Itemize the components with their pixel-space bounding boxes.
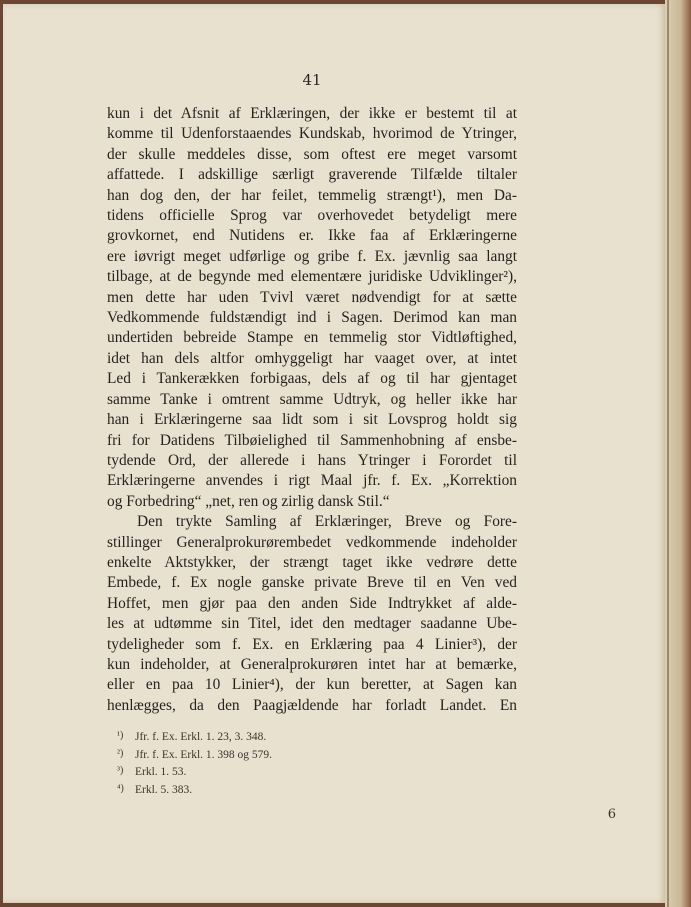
footnote-text: Jfr. f. Ex. Erkl. 1. 398 og 579. — [135, 748, 273, 761]
text-line: tydende Ord, der allerede i hans Ytringer i Forordet til — [107, 451, 517, 469]
footnotes — [117, 728, 417, 798]
text-line: Erklæringerne anvendes i rigt Maal jfr. f. Ex. „Korrektion — [107, 472, 517, 490]
text-line: idet han dels altfor omhyggeligt har vaaget over, at intet — [107, 349, 517, 367]
footnote-text: Erkl. 1. 53. — [135, 766, 187, 779]
text-line: undertiden bebreide Stampe en temmelig stor Vidtløftighed, — [107, 329, 517, 347]
text-line: men dette har uden Tvivl været nødvendigt for at sætte — [107, 288, 517, 306]
text-line: affattede. I adskillige særligt graverende Tilfælde tiltaler — [107, 166, 517, 184]
text-line: og Forbedring“ „net, ren og zirlig dansk Stil.“ — [107, 492, 390, 510]
text-line: Embede, f. Ex nogle ganske private Breve til en Ven ved — [107, 574, 517, 592]
text-line: enkelte Aktstykker, der strængt taget ikke vedrøre dette — [107, 553, 517, 571]
signature-number: 6 — [607, 807, 616, 822]
footnote-mark: ³) — [117, 765, 124, 777]
text-line: grovkornet, end Nutidens er. Ikke faa af Erklæringerne — [107, 227, 517, 245]
text-line: kun i det Afsnit af Erklæringen, der ikke er bestemt til at — [107, 105, 517, 122]
footnote — [117, 763, 417, 781]
text-line: tilbage, at de begynde med elementære juridiske Udviklinger²), — [107, 268, 517, 286]
page-edge-line — [667, 0, 669, 907]
page-number: 41 — [302, 71, 322, 89]
body-text — [107, 104, 517, 716]
text-line: stillinger Generalprokurørembedet vedkommende indeholder — [107, 533, 517, 551]
text-line: eller en paa 10 Linier⁴), der kun beretter, at Sagen kan — [107, 676, 517, 694]
text-line: komme til Udenforstaaendes Kundskab, hvorimod de Ytringer, — [107, 125, 517, 143]
text-line: tydeligheder som f. Ex. en Erklæring paa 4 Linier³), der — [107, 635, 517, 653]
text-line: han i Erklæringerne saa lidt som i sit Lovsprog holdt sig — [107, 411, 517, 429]
text-line: Den trykte Samling af Erklæringer, Breve og Fore- — [137, 513, 517, 531]
text-line: fri for Datidens Tilbøielighed til Sammenhobning af ensbe- — [107, 431, 517, 449]
footnote-text: Jfr. f. Ex. Erkl. 1. 23, 3. 348. — [135, 731, 267, 743]
text-line: samme Tanke i omtrent samme Udtryk, og heller ikke har — [107, 390, 517, 408]
footnote-mark: ¹) — [117, 730, 124, 741]
footnote-mark: ⁴) — [117, 782, 124, 794]
footnote-mark: ²) — [117, 747, 124, 759]
text-line: kun indeholder, at Generalprokurøren intet har at bemærke, — [107, 655, 517, 673]
text-line: der skulle meddeles disse, som oftest ere meget varsomt — [107, 145, 517, 163]
text-line: han dog den, der har feilet, temmelig strængt¹), men Da- — [107, 186, 517, 204]
footnote-text: Erkl. 5. 383. — [135, 783, 193, 796]
text-line: Vedkommende fuldstændigt ind i Sagen. Derimod kan man — [107, 309, 517, 327]
text-line: henlægges, da den Paagjældende har forladt Landet. En — [107, 696, 517, 714]
book-page — [3, 4, 665, 903]
footnote — [117, 728, 417, 746]
text-line: Led i Tankerækken forbigaas, dels af og til har gjentaget — [107, 370, 517, 388]
signature-mark — [3, 807, 621, 822]
footnote — [117, 781, 417, 799]
footnote — [117, 746, 417, 764]
text-line: tidens officielle Sprog var overhovedet betydeligt mere — [107, 207, 517, 225]
text-line: Hoffet, men gjør paa den anden Side Indtrykket af alde- — [107, 594, 517, 612]
text-line: les at udtømme sin Titel, idet den medtager saadanne Ube- — [107, 615, 517, 633]
text-line: ere iøvrigt meget udførlige og gribe f. Ex. jævnlig saa langt — [107, 247, 517, 265]
